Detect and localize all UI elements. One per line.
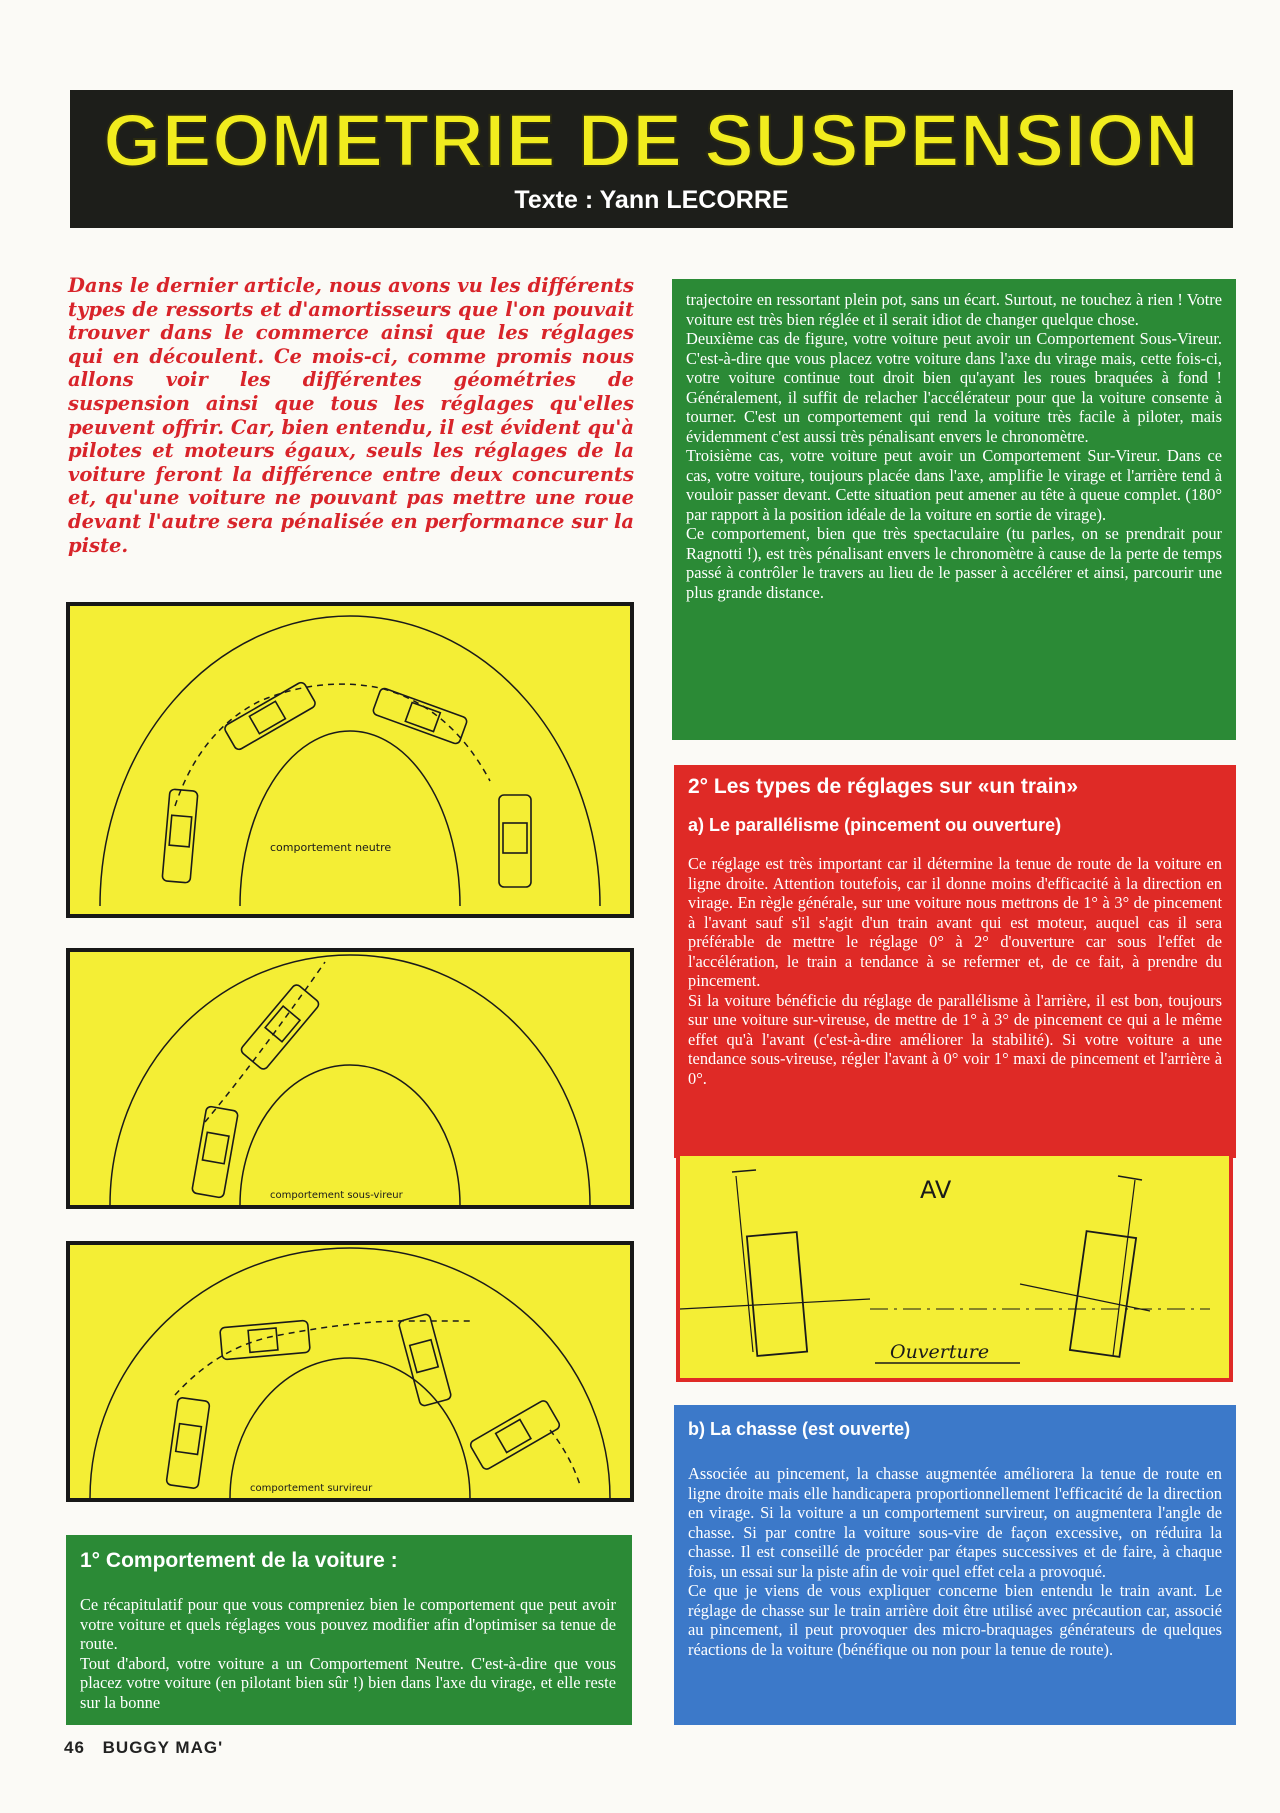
inner-track-curve [240,731,460,906]
page-footer [64,1738,235,1758]
inner-track-curve [240,1065,460,1205]
trajectory-line [175,684,490,806]
section-settings [674,765,1236,1158]
article-header [70,90,1233,228]
diagram-neutral-drawing [70,606,630,914]
caster-paragraph: Ce que je viens de vous expliquer concerne bien entendu le train avant. Le réglage de chasse sur le train arrière doit être utilisé avec précaution car, associé au pincement, il peut provoquer des micro-braquages générateurs de quelques réactions de la voiture (bénéfique ou non pour la tenue de route). [688,1581,1222,1659]
outer-track-curve [110,955,590,1205]
subsection-caster-title: b) La chasse (est ouverte) [688,1419,911,1439]
neutral-label: comportement neutre [270,841,392,854]
outer-track-curve [90,1248,610,1498]
continued-paragraph: Deuxième cas de figure, votre voiture peut avoir un Comportement Sous-Vireur. C'est-à-dire que vous placez votre voiture dans l'axe du virage mais, cette fois-ci, votre voiture continue tout droit bien qu'ayant les roues braquées à fond ! Généralement, il suffit de relacher l'accélérateur pour que la voiture consente à tourner. C'est un comportement qui rend la voiture très facile à piloter, mais évidemment c'est aussi très pénalisant envers le chronomètre. [686,329,1222,446]
ouverture-label: Ouverture [890,1341,990,1363]
inner-track-curve [230,1358,470,1498]
page-number: 46 [64,1738,85,1757]
left-axis-line [736,1176,753,1352]
diagram-toe-out-drawing [680,1156,1229,1378]
left-wheel [747,1232,807,1356]
trajectory-line [175,1321,470,1395]
oversteer-label: comportement survireur [250,1483,373,1494]
subsection-parallelism-title: a) Le parallélisme (pincement ou ouverture) [688,815,1062,835]
section-behavior [66,1535,632,1725]
diagram-oversteer-drawing [70,1245,630,1498]
intro-paragraph: Dans le dernier article, nous avons vu les différents types de ressorts et d'amortisseurs que l'on pouvait trouver dans le commerce ainsi que les réglages qui en découlent. Ce mois-ci, comme promis nous allons voir les différentes géométries de suspension ainsi que tous les réglages qu'elles peuvent offrir. Car, bien entendu, il est évident qu'à pilotes et moteurs égaux, seuls les réglages de la voiture feront la différence entre deux concurents et, qu'une voiture ne pouvant pas mettre une roue devant l'autre sera pénalisée en performance sur la piste. [68,274,634,557]
av-label: AV [920,1176,952,1204]
caster-paragraph: Associée au pincement, la chasse augmentée améliorera la tenue de route en ligne droite mais elle handicapera proportionnellement l'efficacité de la direction en virage. Si la voiture a un comportement survireur, on augmentera l'angle de chasse. Si par contre la voiture sous-vire de façon excessive, on réduira la chasse. Il est conseillé de procéder par étapes successives et de faire, à chaque fois, un essai sur la piste afin de voir quel effet cela a provoqué. [688,1464,1222,1581]
parallelism-paragraph: Ce réglage est très important car il détermine la tenue de route de la voiture en ligne droite. Attention toutefois, car il donne moins d'efficacité à la direction en virage. En règle générale, sur une voiture nous mettrons de 1° à 3° de pincement à l'avant sauf s'il s'agit d'un train avant qui est moteur, auquel cas il sera préférable de mettre le réglage 0° à 2° d'ouverture car sous l'effet de l'accélération, le train a tendance à se refermer et, de ce fait, à prendre du pincement. [688,854,1222,990]
diagram-understeer [66,948,634,1209]
section-behavior-paragraph: Ce récapitulatif pour que vous compreniez bien le comportement que peut avoir votre voiture et quels réglages vous pouvez modifier afin d'optimiser sa tenue de route. [80,1595,616,1653]
parallelism-paragraph: Si la voiture bénéficie du réglage de parallélisme à l'arrière, il est bon, toujours sur une voiture sur-vireuse, de mettre de 1° à 3° de pincement ce qui a le même effet qu'à l'avant (c'est-à-dire améliorer la stabilité). Si votre voiture a une tendance sous-vireuse, régler l'avant à 0° voir 1° maxi de pincement et l'arrière à 0°. [688,990,1222,1088]
article-byline: Texte : Yann LECORRE [514,186,789,214]
diagram-toe-out [676,1152,1233,1382]
diagram-oversteer [66,1241,634,1502]
continued-paragraph: trajectoire en ressortant plein pot, sans un écart. Surtout, ne touchez à rien ! Votre voiture est très bien réglée et il serait idiot de changer quelque chose. [686,290,1222,329]
trajectory-line [205,962,325,1122]
section-behavior-title: 1° Comportement de la voiture : [80,1549,398,1572]
section-settings-title: 2° Les types de réglages sur «un train» [688,775,1079,798]
section-behavior-paragraph: Tout d'abord, votre voiture a un Comportement Neutre. C'est-à-dire que vous placez votre voiture (en pilotant bien sûr !) bien dans l'axe du virage, et elle reste sur la bonne [80,1653,616,1712]
magazine-name: BUGGY MAG' [102,1738,224,1757]
outer-track-curve [100,616,600,906]
article-title: GEOMETRIE DE SUSPENSION [103,99,1200,182]
understeer-label: comportement sous-vireur [270,1190,403,1201]
continued-paragraph: Troisième cas, votre voiture peut avoir un Comportement Sur-Vireur. Dans ce cas, votre voiture, toujours placée dans l'axe, amplifie le virage et l'arrière tend à vouloir passer devant. Cette situation peut amener au tête à queue complet. (180° par rapport à la position idéale de la voiture en sortie de virage). [686,446,1222,524]
diagram-neutral [66,602,634,918]
continued-paragraph: Ce comportement, bien que très spectaculaire (tu parles, on se prendrait pour Ragnotti !), est très pénalisant envers le chronomètre à cause de la perte de temps passé à contrôler le travers au lieu de le passer à accélérer et ainsi, parcourir une plus grande distance. [686,524,1222,602]
section-behavior-continued [672,279,1236,740]
diagram-understeer-drawing [70,952,630,1205]
section-caster [674,1405,1236,1725]
